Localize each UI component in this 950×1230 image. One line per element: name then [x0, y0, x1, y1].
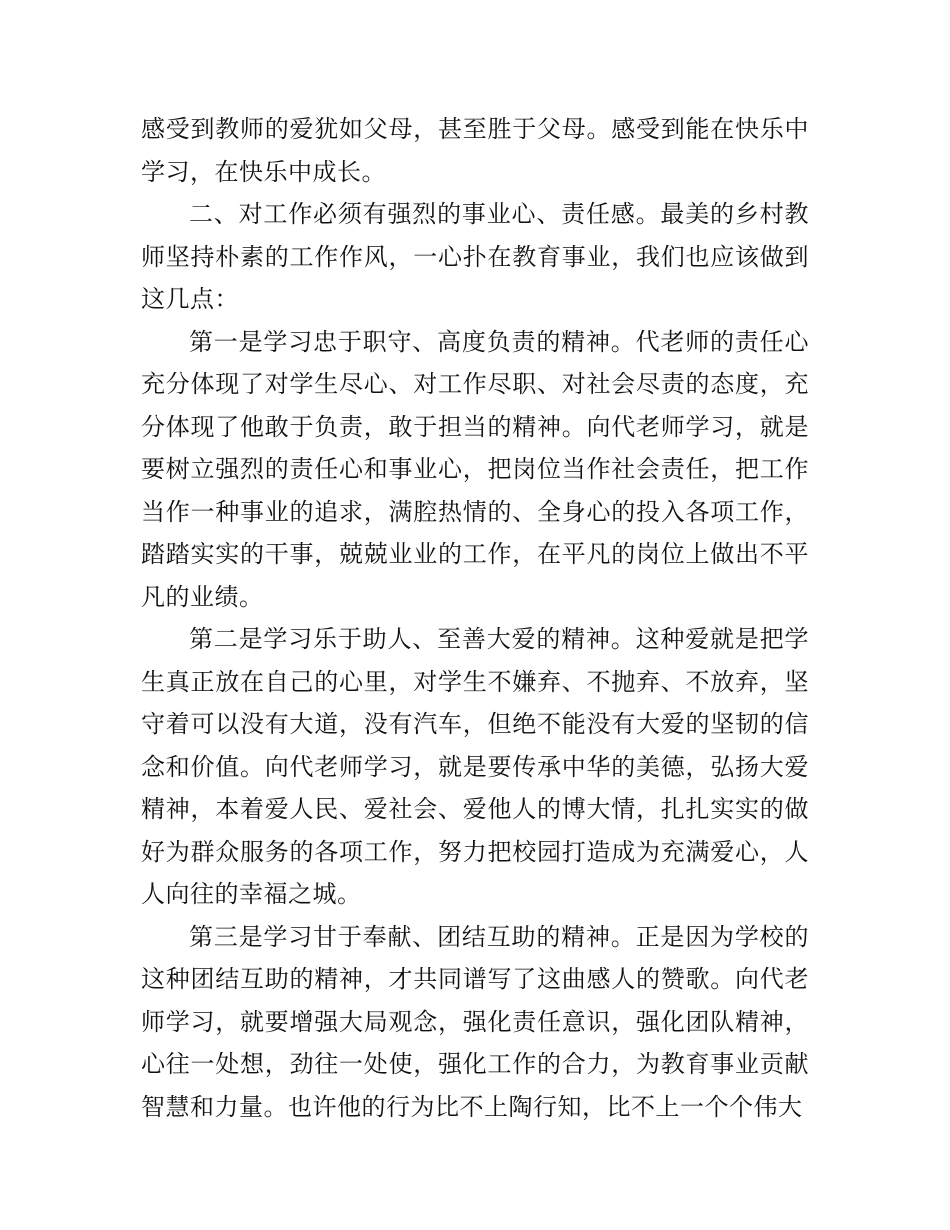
paragraph-point-two: 第二是学习乐于助人、至善大爱的精神。这种爱就是把学生真正放在自己的心里，对学生不嫌弃、不抛弃、不放弃，坚守着可以没有大道，没有汽车，但绝不能没有大爱的坚韧的信念和价值。向代老师学习，就是要传承中华的美德，弘扬大爱精神，本着爱人民、爱社会、爱他人的博大情，扎扎实实的做好为群众服务的各项工作，努力把校园打造成为充满爱心，人人向往的幸福之城。	[141, 625, 809, 908]
paragraph-continuation: 感受到教师的爱犹如父母，甚至胜于父母。感受到能在快乐中学习，在快乐中成长。	[141, 115, 809, 186]
paragraph-point-one: 第一是学习忠于职守、高度负责的精神。代老师的责任心充分体现了对学生尽心、对工作尽职、对社会尽责的态度，充分体现了他敢于负责，敢于担当的精神。向代老师学习，就是要树立强烈的责任心和事业心，把岗位当作社会责任，把工作当作一种事业的追求，满腔热情的、全身心的投入各项工作，踏踏实实的干事，兢兢业业的工作，在平凡的岗位上做出不平凡的业绩。	[141, 327, 809, 611]
paragraph-section-two: 二、对工作必须有强烈的事业心、责任感。最美的乡村教师坚持朴素的工作作风，一心扑在教育事业，我们也应该做到这几点：	[141, 200, 809, 313]
paragraph-point-three: 第三是学习甘于奉献、团结互助的精神。正是因为学校的这种团结互助的精神，才共同谱写了这曲感人的赞歌。向代老师学习，就要增强大局观念，强化责任意识，强化团队精神，心往一处想，劲往一处使，强化工作的合力，为教育事业贡献智慧和力量。也许他的行为比不上陶行知，比不上一个个伟大	[141, 922, 809, 1121]
document-body	[141, 108, 809, 1128]
